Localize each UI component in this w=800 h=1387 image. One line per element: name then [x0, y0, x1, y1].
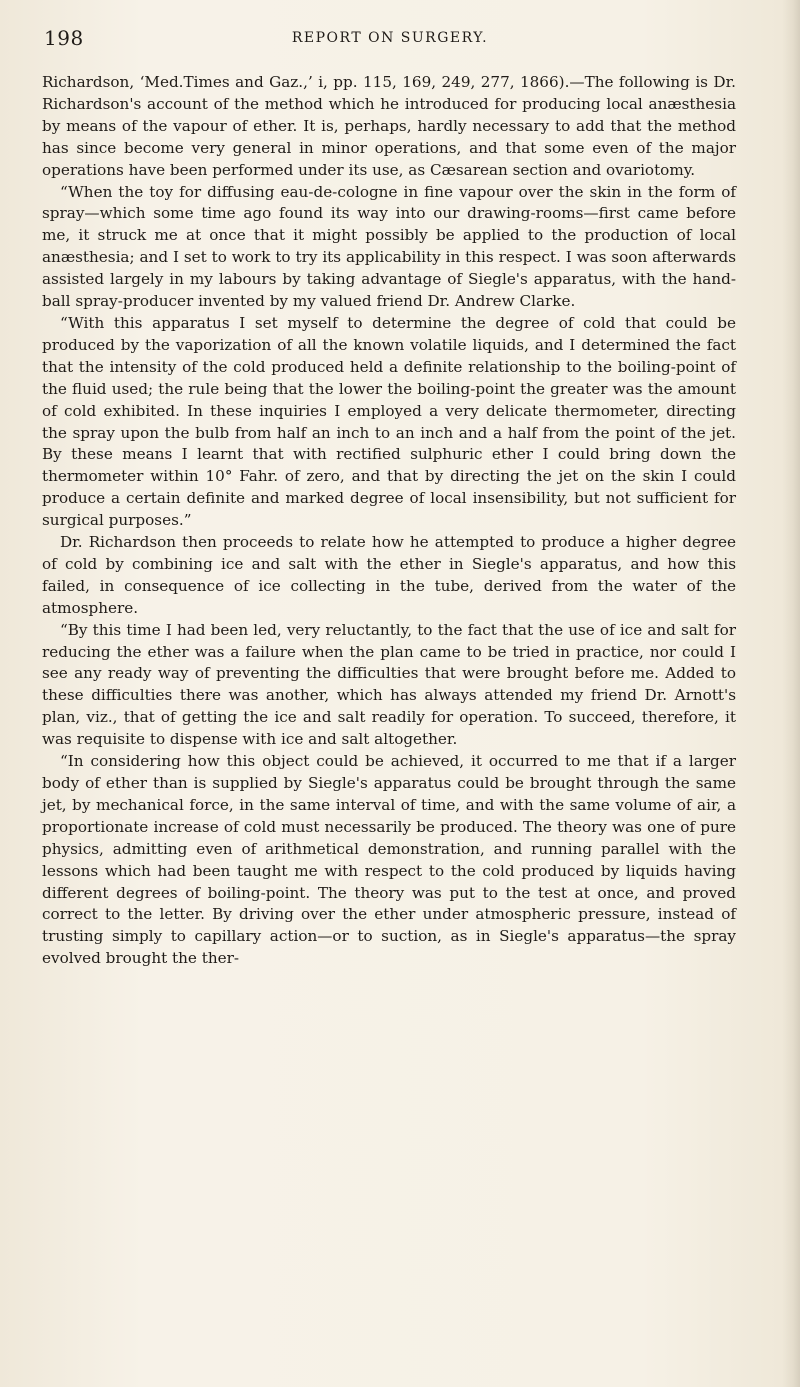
body-text: [42, 72, 736, 970]
paragraph-6: “In considering how this object could be achieved, it occurred to me that if a larger body of ether than is supplied by Siegle's apparatus could be brought through the same jet, by mechanical force, in the same interval of time, and with the same volume of air, a proportionate increase of cold must necessarily be produced. The theory was one of pure physics, admitting even of arithmetical demonstration, and running parallel with the lessons which had been taught me with respect to the cold produced by liquids having different degrees of boiling-point. The theory was put to the test at once, and proved correct to the letter. By driving over the ether under atmospheric pressure, instead of trusting simply to capillary action—or to suction, as in Siegle's apparatus—the spray evolved brought the ther-: [42, 752, 736, 968]
page-number: 198: [44, 26, 84, 50]
page-header: [42, 18, 738, 58]
paragraph-3: “With this apparatus I set myself to determine the degree of cold that could be produced by the vaporization of all the known volatile liquids, and I determined the fact that the intensity of the cold produced held a definite relationship to the boiling-point of the fluid used; the rule being that the lower the boiling-point the greater was the amount of cold exhibited. In these inquiries I employed a very delicate thermometer, directing the spray upon the bulb from half an inch to an inch and a half from the point of the jet. By these means I learnt that with rectified sulphuric ether I could bring down the thermometer within 10° Fahr. of zero, and that by directing the jet on the skin I could produce a certain definite and marked degree of local insensibility, but not sufficient for surgical purposes.”: [42, 313, 736, 530]
running-head: REPORT ON SURGERY.: [291, 30, 489, 46]
paragraph-5: “By this time I had been led, very reluctantly, to the fact that the use of ice and salt for reducing the ether was a failure when the plan came to be tried in practice, nor could I see any ready way of preventing the difficulties that were brought before me. Added to these difficulties there was another, which has always attended my friend Dr. Arnott's plan, viz., that of getting the ice and salt readily for operation. To succeed, therefore, it was requisite to dispense with ice and salt altogether.: [42, 620, 736, 749]
page-edge-shadow: [782, 0, 800, 1387]
paragraph-2: “When the toy for diffusing eau-de-cologne in fine vapour over the skin in the form of spray—which some time ago found its way into our drawing-rooms—first came before me, it struck me at once that it might possibly be applied to the production of local anæsthesia; and I set to work to try its applicability in this respect. I was soon afterwards assisted largely in my labours by taking advantage of Siegle's apparatus, with the hand-ball spray-producer invented by my valued friend Dr. Andrew Clarke.: [42, 182, 736, 311]
paragraph-1: Richardson, ‘Med.Times and Gaz.,’ i, pp. 115, 169, 249, 277, 1866).—The following is Dr. Richardson's account of the method which he introduced for producing local anæsthesia by means of the vapour of ether. It is, perhaps, hardly necessary to add that the method has since become very general in minor operations, and that some even of the major operations have been performed under its use, as Cæsarean section and ovariotomy.: [42, 73, 736, 179]
paragraph-4: Dr. Richardson then proceeds to relate how he attempted to produce a higher degree of cold by combining ice and salt with the ether in Siegle's apparatus, and how this failed, in consequence of ice collecting in the tube, derived from the water of the atmosphere.: [42, 533, 736, 617]
